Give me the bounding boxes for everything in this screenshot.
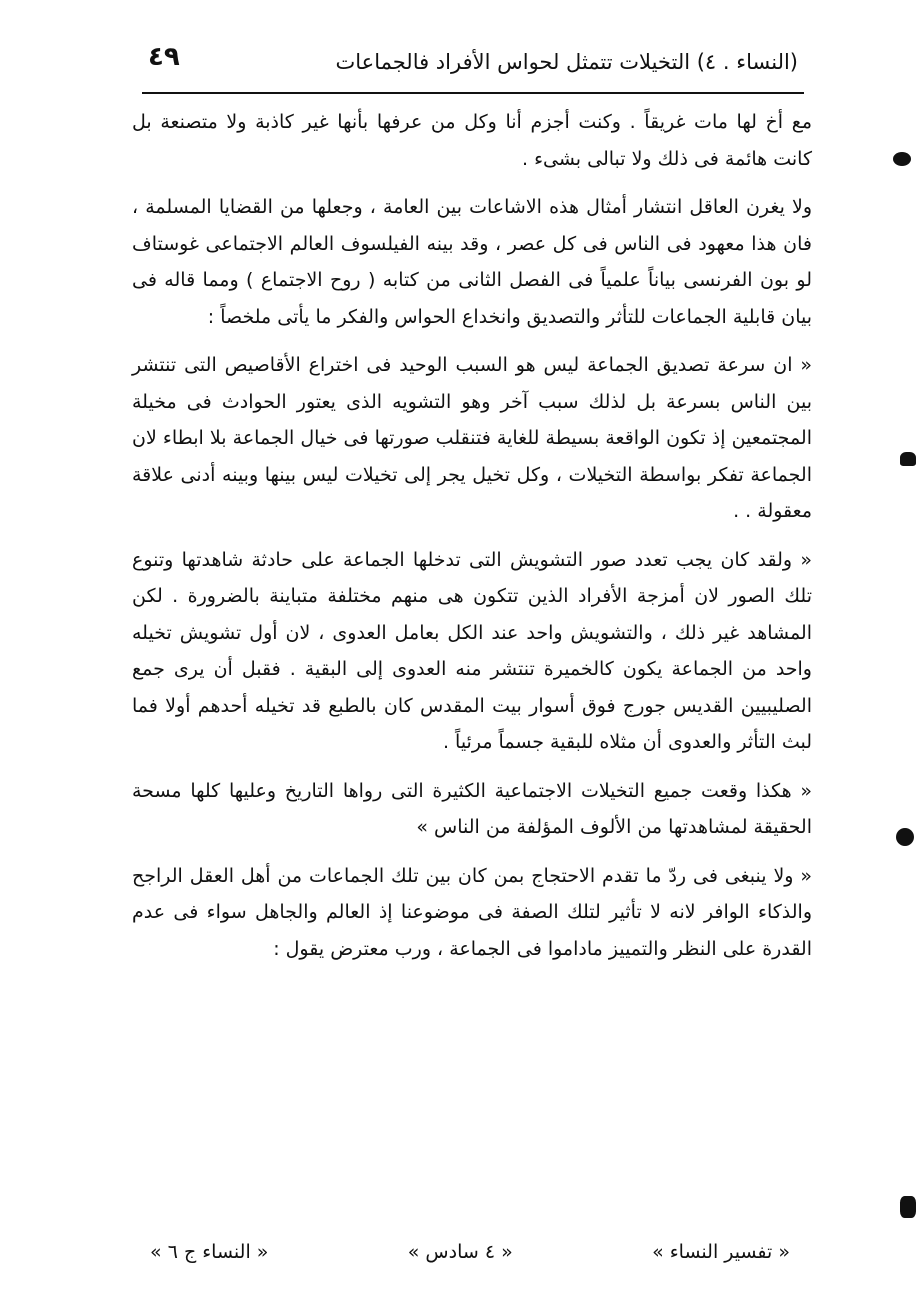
header-title: (النساء . ٤) التخيلات تتمثل لحواس الأفراد فالجماعات	[335, 50, 798, 74]
ink-blot	[900, 1196, 916, 1218]
paragraph-2: ولا يغرن العاقل انتشار أمثال هذه الاشاعات بين العامة ، وجعلها من القضايا المسلمة ، فان هذا معهود فى الناس فى كل عصر ، وقد بينه الفيلسوف العالم الاجتماعى غوستاف لو بون الفرنسى بياناً علمياً فى الفصل الثانى من كتابه ( روح الاجتماع ) ومما قاله فى بيان قابلية الجماعات للتأثر والتصديق وانخداع الحواس والفكر ما يأتى ملخصاً :	[132, 196, 812, 328]
footer-center: « ٤ سادس »	[407, 1241, 513, 1263]
page-body	[132, 104, 812, 979]
ink-blot	[896, 828, 914, 846]
header-rule	[142, 92, 804, 94]
running-header	[148, 42, 798, 82]
page-footer	[150, 1237, 790, 1267]
footer-left: « النساء ج ٦ »	[150, 1241, 269, 1263]
paragraph-1: مع أخ لها مات غريقاً . وكنت أجزم أنا وكل من عرفها بأنها غير كاذبة ولا متصنعة بل كانت هائمة فى ذلك ولا تبالى بشىء .	[132, 111, 812, 170]
ink-blot	[893, 152, 911, 166]
page-number: ٤٩	[148, 42, 180, 72]
paragraph-4: « ولقد كان يجب تعدد صور التشويش التى تدخلها الجماعة على حادثة شاهدتها وتنوع تلك الصور لان أمزجة الأفراد الذين تتكون هى منهم مختلفة متباينة بالضرورة . لكن المشاهد غير ذلك ، والتشويش واحد عند الكل بعامل العدوى ، لان أول تشويش تخيله واحد من الجماعة يكون كالخميرة تنتشر منه العدوى إلى البقية . فقبل أن يرى جمع الصليبيين القديس جورج فوق أسوار بيت المقدس كان بالطبع قد تخيله أحدهم أولا فما لبث التأثر والعدوى أن مثلاه للبقية جسماً مرئياً .	[132, 548, 812, 753]
ink-blot	[900, 452, 916, 466]
footer-right: « تفسير النساء »	[652, 1241, 790, 1263]
paragraph-5: « هكذا وقعت جميع التخيلات الاجتماعية الكثيرة التى رواها التاريخ وعليها كلها مسحة الحقيقة لمشاهدتها من الألوف المؤلفة من الناس »	[132, 779, 812, 838]
paragraph-3: « ان سرعة تصديق الجماعة ليس هو السبب الوحيد فى اختراع الأقاصيص التى تنتشر بين الناس بسرعة بل لذلك سبب آخر وهو التشويه الذى يعتور الحوادث فى مخيلة المجتمعين إذ تكون الواقعة بسيطة للغاية فتنقلب صورتها فى خيال الجماعة بلا ابطاء لان الجماعة تفكر بواسطة التخيلات ، وكل تخيل يجر إلى تخيلات ليس بينها وبينه أدنى علاقة معقولة . .	[132, 354, 812, 522]
paragraph-6: « ولا ينبغى فى ردّ ما تقدم الاحتجاج بمن كان بين تلك الجماعات من أهل العقل الراجح والذكاء الوافر لانه لا تأثير لتلك الصفة فى موضوعنا إذ العالم والجاهل سواء فى عدم القدرة على النظر والتمييز ماداموا فى الجماعة ، ورب معترض يقول :	[132, 864, 812, 960]
